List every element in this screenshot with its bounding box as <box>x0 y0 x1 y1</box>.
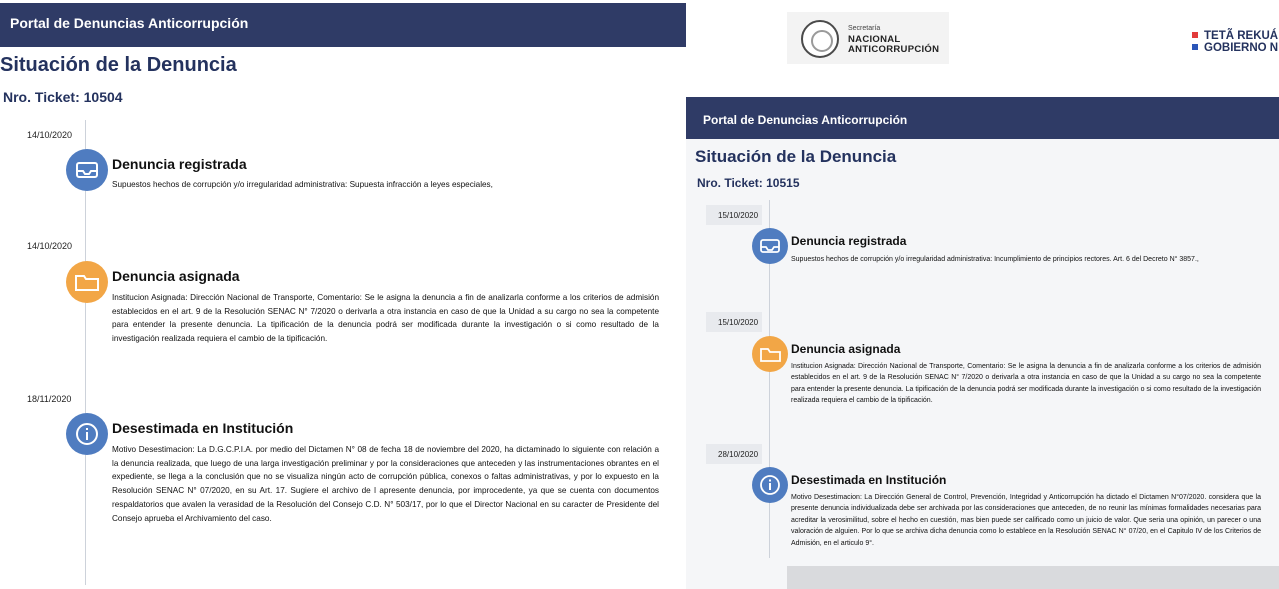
seal-icon <box>801 20 839 58</box>
senac-logo[interactable] <box>787 12 949 64</box>
event-description: Institucion Asignada: Dirección Nacional de Transporte, Comentario: Se le asigna la denuncia a fin de analizarla conforme a los criterios de admisión establecidos en el art. 9 de la Resolución SENAC N° 7/2020 o derivarla a otra instancia en caso de que la Unidad a su cargo no sea la competente para entender la presente denuncia. La tipificación de la denuncia podrá ser modificada durante la investigación o si como resultado de la investigación realizada requiera el cambio de la tipificación. <box>791 363 1261 405</box>
gob-line-2: GOBIERNO N <box>1204 42 1279 54</box>
folder-icon <box>66 261 108 303</box>
event-description: Supuestos hechos de corrupción y/o irregularidad administrativa: Supuesta infracción a leyes especiales, <box>112 180 493 189</box>
flag-red-icon <box>1192 32 1198 38</box>
event-title: Denuncia asignada <box>791 342 901 356</box>
bottom-scrollbar[interactable] <box>787 566 1279 589</box>
folder-icon <box>752 336 788 372</box>
event-description: Supuestos hechos de corrupción y/o irregularidad administrativa: Incumplimiento de principios rectores. Art. 6 del Decreto N° 3857., <box>791 256 1199 263</box>
info-icon <box>752 467 788 503</box>
event-date: 18/11/2020 <box>27 394 72 404</box>
gobierno-logo[interactable] <box>1192 30 1278 54</box>
event-date: 15/10/2020 <box>706 312 762 332</box>
event-description: Motivo Desestimacion: La Dirección General de Control, Prevención, Integridad y Anticorrupción ha dictado el Dictamen N°07/2020. considera que la presente denuncia individualizada debe ser archivada por las consideraciones que anteceden, de no reunir las mínimas formalidades necesarias para acreditar la verosimilitud, sobre el hecho en cuestión, mas bien puede ser calificado como un juicio de valor. Que seria una opinión, un parecer o una valoración de alguien. Por lo que se archiva dicha denuncia como lo establece en la Resolución SENAC N° 07/20, en el Capitulo IV de los Criterios de Admisión, en el articulo 9°. <box>791 494 1261 547</box>
page-title: Situación de la Denuncia <box>695 147 897 166</box>
event-title: Desestimada en Institución <box>791 473 947 487</box>
gob-line-1: TETÃ REKUÁ <box>1204 30 1279 42</box>
page-title: Situación de la Denuncia <box>0 54 237 76</box>
portal-title[interactable]: Portal de Denuncias Anticorrupción <box>703 113 908 127</box>
event-title: Denuncia asignada <box>112 268 240 284</box>
event-title: Desestimada en Institución <box>112 420 294 436</box>
event-date: 14/10/2020 <box>27 241 73 251</box>
info-icon <box>66 413 108 455</box>
navbar <box>686 97 1279 139</box>
event-title: Denuncia registrada <box>112 156 247 172</box>
event-title: Denuncia registrada <box>791 234 907 248</box>
inbox-icon <box>752 228 788 264</box>
right-screenshot <box>686 0 1279 589</box>
flag-blue-icon <box>1192 44 1198 50</box>
event-date: 14/10/2020 <box>27 130 73 140</box>
event-description: Motivo Desestimacion: La D.G.C.P.I.A. por medio del Dictamen N° 08 de fecha 18 de noviembre del 2020, ha dictaminado lo siguiente con relación a la denuncia realizada, que luego de una larga investigación preliminar y por la consideraciones que anteceden y las instrumentaciones obrantes en el expediente, se llega a la conclusión que no se visualiza ningún acto de corrupción pública, conexos o faltas administrativas, y por lo expuesto en la Resolución SENAC N° 07/2020, en su Art. 17. Sugiere el archivo de l apresente denuncia, por improcedente, ya que se cuenta con documentos respaldatorios que avalen la verasidad de la Resolución del Consejo C.D. N° 503/17, por lo que el Director Nacional en su caracter de Presidente del Consejo aprueba el Archivamiento del caso. <box>112 445 659 523</box>
logo-line-2: ANTICORRUPCIÓN <box>848 44 940 55</box>
event-date: 28/10/2020 <box>706 444 762 464</box>
event-date: 15/10/2020 <box>706 205 762 225</box>
event-description: Institucion Asignada: Dirección Nacional de Transporte, Comentario: Se le asigna la denuncia a fin de analizarla conforme a los criterios de admisión establecidos en el art. 9 de la Resolución SENAC N° 7/2020 o derivarla a otra instancia en caso de que la Unidad a su cargo no sea la competente para entender la presente denuncia. La tipificación de la denuncia podrá ser modificada durante la investigación o si como resultado de la investigación realizada requiera el cambio de la tipificación. <box>112 293 659 344</box>
ticket-number: Nro. Ticket: 10504 <box>3 89 123 105</box>
navbar <box>0 3 686 47</box>
ticket-number: Nro. Ticket: 10515 <box>697 176 800 190</box>
portal-title[interactable]: Portal de Denuncias Anticorrupción <box>10 15 249 31</box>
logo-line-1: NACIONAL <box>848 34 901 45</box>
logo-small-text: Secretaría <box>848 25 881 32</box>
inbox-icon <box>66 149 108 191</box>
top-header <box>686 0 1279 97</box>
